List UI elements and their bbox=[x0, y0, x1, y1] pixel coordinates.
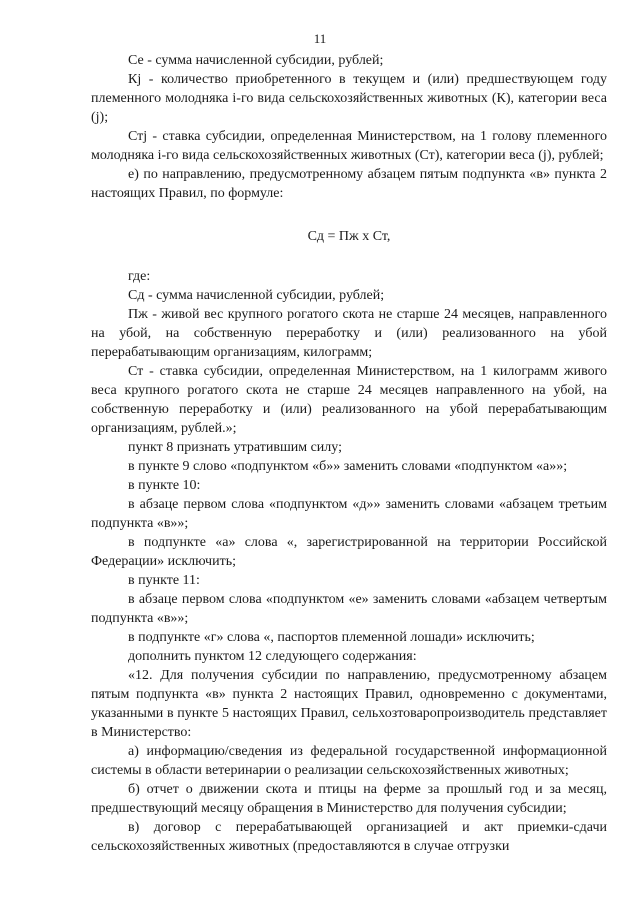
formula: Сд = Пж х Ст, bbox=[307, 229, 391, 244]
paragraph: в пункте 10: bbox=[128, 478, 201, 493]
page-number: 11 bbox=[313, 31, 327, 46]
paragraph: Се - сумма начисленной субсидии, рублей; bbox=[128, 53, 384, 68]
paragraph: где: bbox=[128, 269, 151, 284]
paragraph: в пункте 9 слово «подпунктом «б»» заменить словами «подпунктом «а»»; bbox=[128, 459, 568, 474]
paragraph: Пж - живой вес крупного рогатого скота не старше 24 месяцев, направленного на убой, на собственную переработку и (или) реализованного на убой перерабатывающим организациям, килограмм; bbox=[91, 307, 607, 360]
document-body bbox=[91, 51, 607, 856]
paragraph: Кj - количество приобретенного в текущем и (или) предшествующем году племенного молодняка i-го вида сельскохозяйственных животных (К), категории веса (j); bbox=[91, 72, 607, 125]
paragraph: е) по направлению, предусмотренному абзацем пятым подпункта «в» пункта 2 настоящих Правил, по формуле: bbox=[91, 167, 607, 201]
paragraph: в абзаце первом слова «подпунктом «е» заменить словами «абзацем четвертым подпункта «в»»; bbox=[91, 592, 607, 626]
paragraph: пункт 8 признать утратившим силу; bbox=[128, 440, 342, 455]
paragraph: б) отчет о движении скота и птицы на ферме за прошлый год и за месяц, предшествующий месяцу обращения в Министерство для получения субсидии; bbox=[91, 782, 607, 816]
paragraph: в абзаце первом слова «подпунктом «д»» заменить словами «абзацем третьим подпункта «в»»; bbox=[91, 497, 607, 531]
paragraph: «12. Для получения субсидии по направлению, предусмотренному абзацем пятым подпункта «в» пункта 2 настоящих Правил, одновременно с документами, указанными в пункте 5 настоящих Правил, сельхозтоваропроизводитель представляет в Министерство: bbox=[91, 668, 607, 740]
paragraph: Стj - ставка субсидии, определенная Министерством, на 1 голову племенного молодняка i-го вида сельскохозяйственных животных (Ст), категории веса (j), рублей; bbox=[91, 129, 607, 163]
paragraph: дополнить пунктом 12 следующего содержания: bbox=[128, 649, 417, 664]
paragraph: в подпункте «а» слова «, зарегистрированной на территории Российской Федерации» исключить; bbox=[91, 535, 607, 569]
paragraph: в пункте 11: bbox=[128, 573, 200, 588]
paragraph: в подпункте «г» слова «, паспортов племенной лошади» исключить; bbox=[128, 630, 535, 645]
paragraph: Сд - сумма начисленной субсидии, рублей; bbox=[128, 288, 385, 303]
paragraph: в) договор с перерабатывающей организацией и акт приемки-сдачи сельскохозяйственных животных (предоставляются в случае отгрузки bbox=[91, 820, 607, 854]
paragraph: Ст - ставка субсидии, определенная Министерством, на 1 килограмм живого веса крупного рогатого скота не старше 24 месяцев направленного на убой, на собственную переработку и (или) реализованного на убой перерабатывающим организациям, рублей.»; bbox=[91, 364, 607, 436]
paragraph: а) информацию/сведения из федеральной государственной информационной системы в области ветеринарии о реализации сельскохозяйственных животных; bbox=[91, 744, 607, 778]
